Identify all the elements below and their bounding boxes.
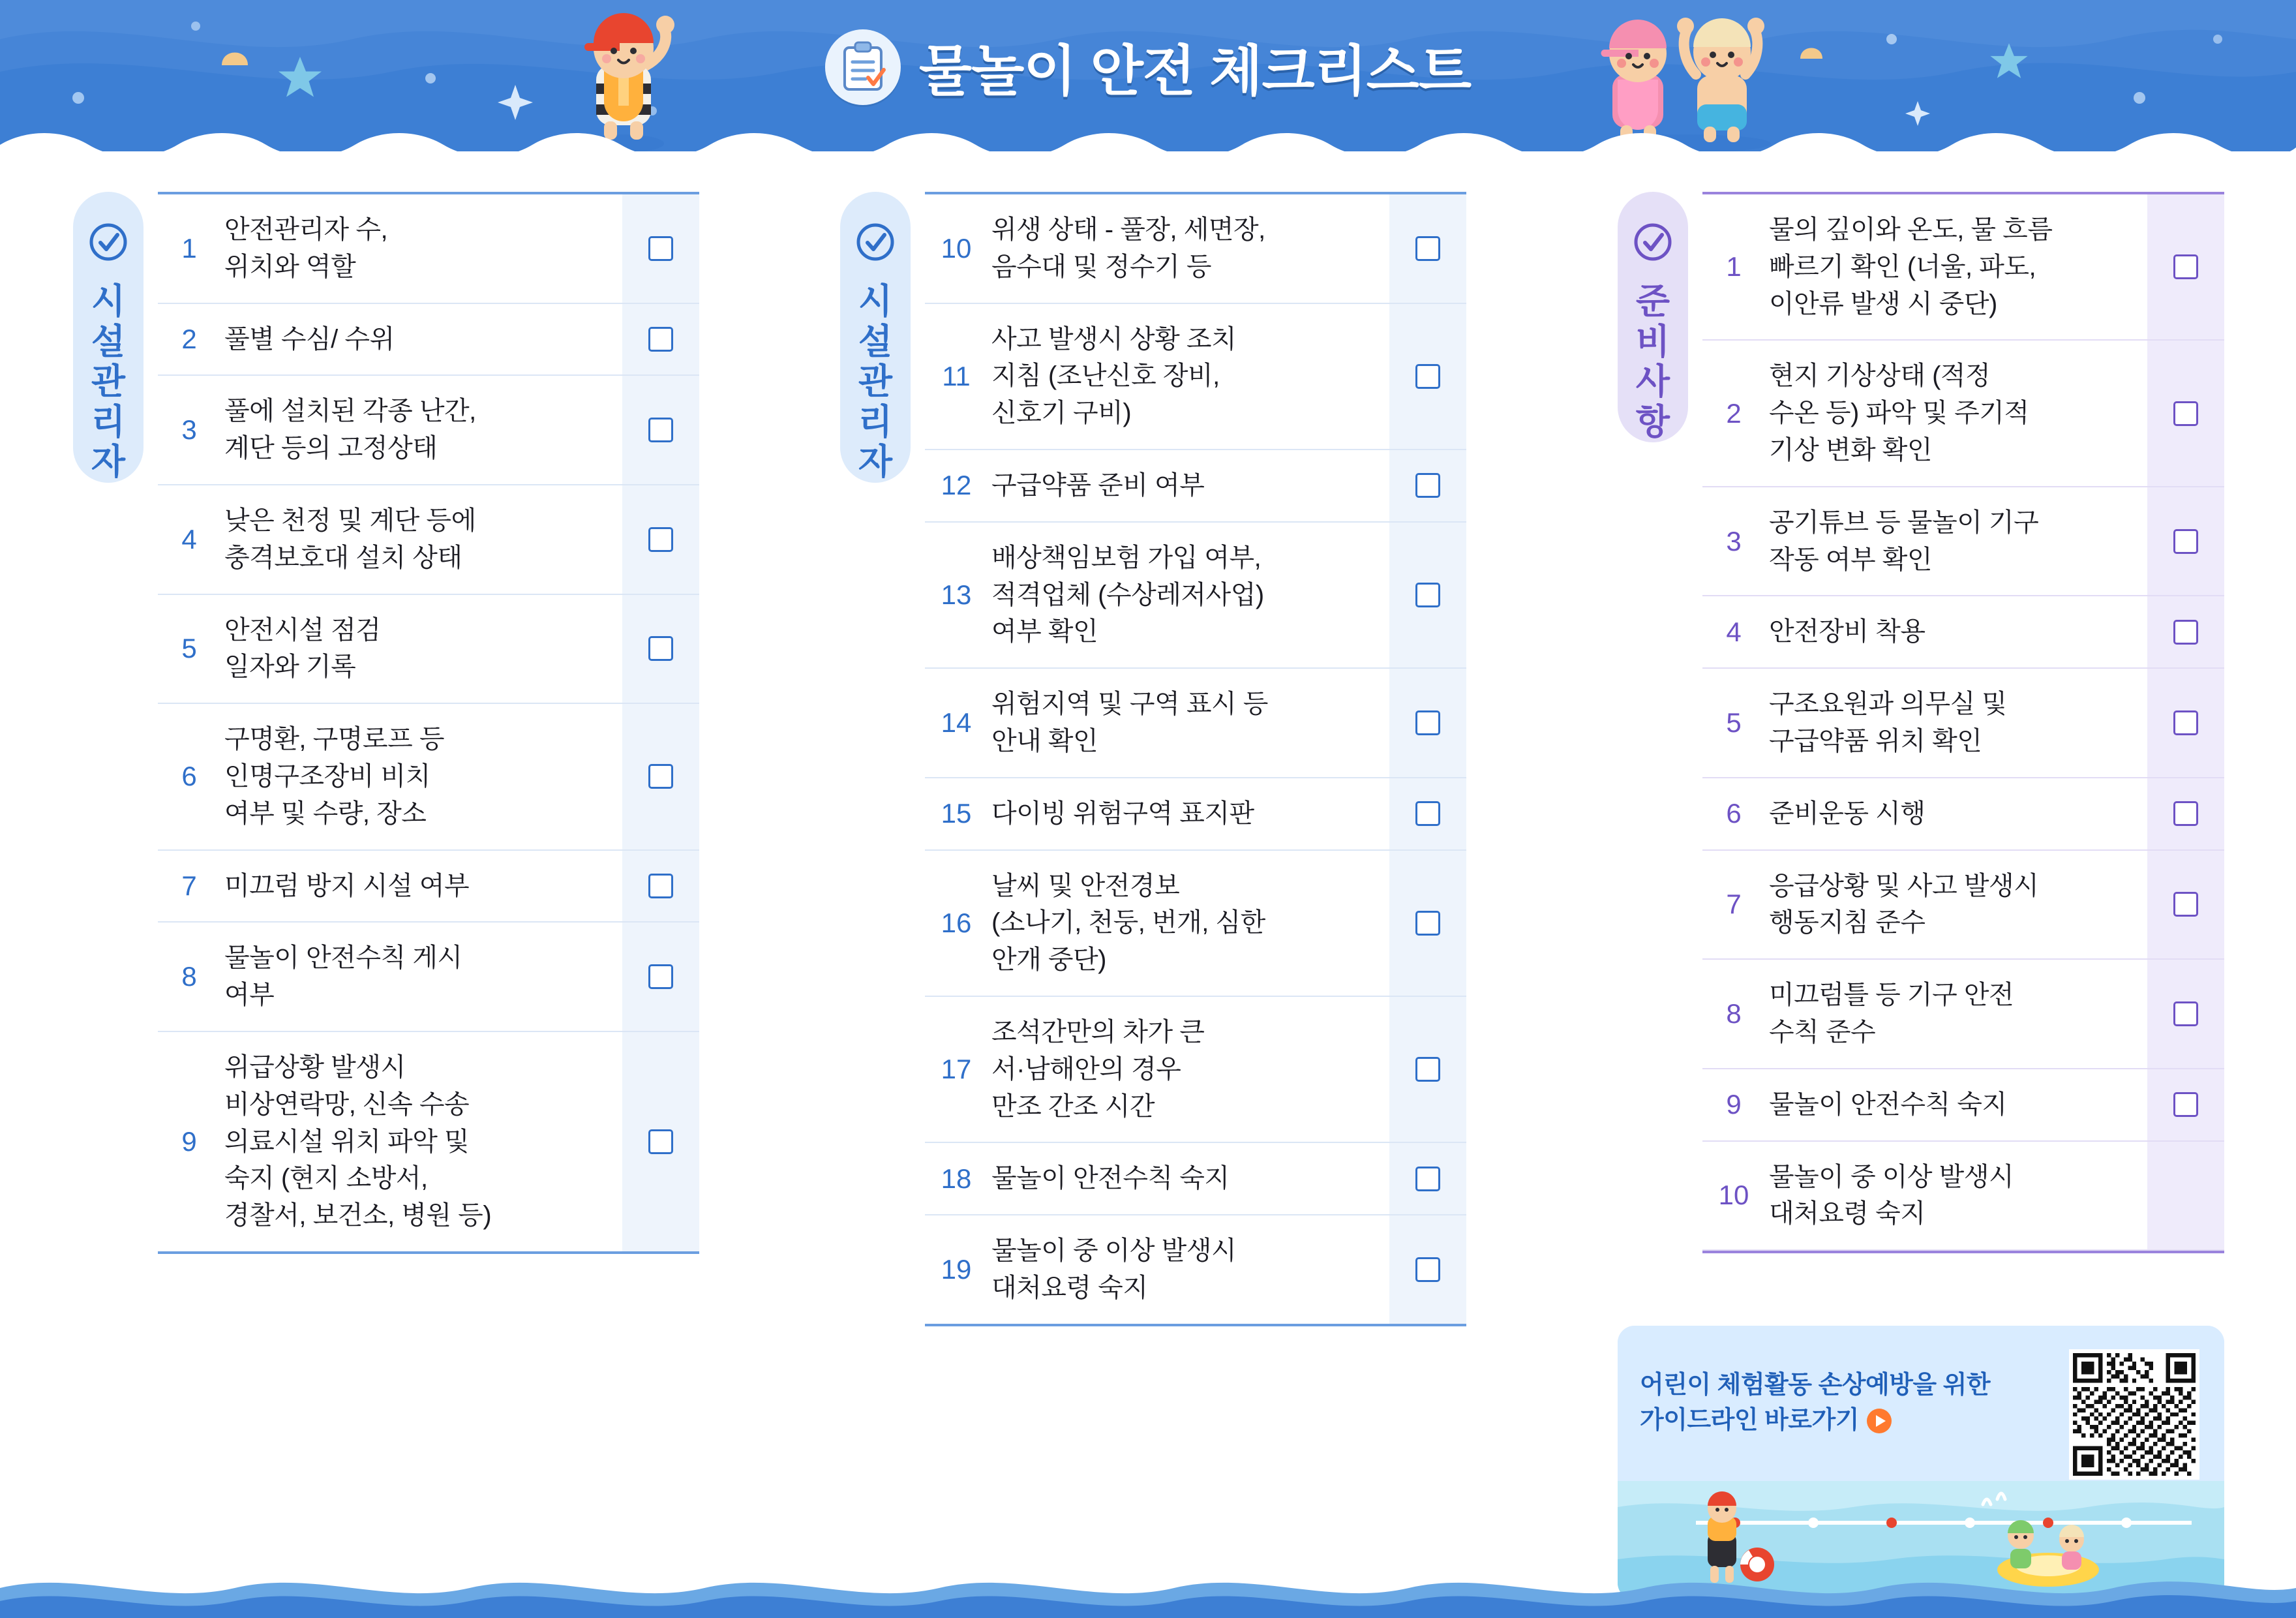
row-text: 배상책임보험 가입 여부, 적격업체 (수상레저사업) 여부 확인 [991,543,1264,647]
checklist-table-3 [1702,192,2224,1253]
category-label-line: 자 [91,442,126,482]
row-number: 8 [181,961,197,992]
row-number: 15 [941,798,972,829]
column-facility-manager-1 [73,192,699,1254]
check-circle-icon [88,222,128,262]
category-tab-facility-manager-1 [73,192,144,483]
category-label-line: 관 [858,362,893,402]
category-tab-facility-manager-2 [840,192,911,483]
table-row [1702,1069,2224,1142]
table-row [925,450,1466,523]
table-row [1702,851,2224,960]
row-number: 7 [181,870,197,901]
table-row [1702,596,2224,669]
row-number: 4 [1726,616,1742,647]
column-facility-manager-2 [840,192,1466,1326]
page-header [0,0,2296,151]
category-label-line: 리 [91,402,126,442]
row-text: 낮은 천정 및 계단 등에 충격보호대 설치 상태 [224,506,476,572]
table-row [1702,194,2224,341]
row-text: 현지 기상상태 (적정 수온 등) 파악 및 주기적 기상 변화 확인 [1769,361,2029,465]
row-text: 다이빙 위험구역 표지판 [991,799,1254,828]
row-text: 위험지역 및 구역 표시 등 안내 확인 [991,690,1268,756]
row-checkbox-cell[interactable] [2147,1069,2224,1140]
checkbox[interactable] [648,1129,673,1154]
row-text: 공기튜브 등 물놀이 기구 작동 여부 확인 [1769,508,2039,574]
table-row [1702,778,2224,851]
clipboard-glyph-icon [839,41,886,93]
checklist-table-2 [925,192,1466,1326]
row-number: 11 [942,360,971,391]
table-row [158,704,699,850]
row-number: 10 [941,232,972,264]
table-row [925,304,1466,450]
category-label-line: 시 [858,282,893,321]
checkbox[interactable] [648,764,673,789]
row-number: 8 [1726,998,1742,1029]
category-label-line: 사 [1635,362,1670,402]
page-title: 물놀이 안전 체크리스트 [918,40,1472,102]
row-text: 물놀이 안전수칙 숙지 [991,1164,1230,1193]
row-text: 물의 깊이와 온도, 물 흐름 빠르기 확인 (너울, 파도, 이안류 발생 시 중단) [1769,215,2053,318]
row-text: 위생 상태 - 풀장, 세면장, 음수대 및 정수기 등 [991,215,1265,281]
checkbox[interactable] [648,327,673,352]
row-text: 구조요원과 의무실 및 구급약품 위치 확인 [1769,690,2007,756]
checkbox[interactable] [1415,1167,1440,1191]
row-checkbox-cell[interactable] [2147,960,2224,1068]
qr-code-glyph-icon [2073,1353,2196,1476]
row-text: 물놀이 안전수칙 게시 여부 [224,943,462,1010]
promo-line-1: 어린이 체험활동 손상예방을 위한 [1640,1371,1991,1399]
row-checkbox-cell[interactable] [622,1032,699,1251]
category-label-line: 설 [91,322,126,361]
row-text: 안전시설 점검 일자와 기록 [224,615,381,682]
category-label-line: 비 [1635,322,1670,361]
checkbox[interactable] [648,236,673,261]
table-row [925,778,1466,851]
row-checkbox-cell[interactable] [1389,194,1466,303]
check-circle-icon [855,222,896,262]
checkbox[interactable] [2173,710,2198,735]
table-row [158,1032,699,1251]
clipboard-icon [825,29,901,105]
guideline-promo-card[interactable] [1618,1326,2224,1600]
row-text: 날씨 및 안전경보 (소나기, 천둥, 번개, 심한 안개 중단) [991,871,1265,975]
row-checkbox-cell[interactable] [1389,851,1466,996]
table-row [1702,669,2224,778]
checkbox[interactable] [1415,710,1440,735]
row-text: 응급상황 및 사고 발생시 행동지침 준수 [1769,871,2039,938]
row-checkbox-cell[interactable] [622,851,699,922]
row-text: 물놀이 안전수칙 숙지 [1769,1090,2007,1119]
checkbox[interactable] [2173,1092,2198,1117]
qr-code-icon[interactable] [2069,1349,2199,1480]
row-text: 미끄럼 방지 시설 여부 [224,871,470,900]
checkbox[interactable] [2173,529,2198,554]
row-number: 14 [941,707,972,738]
table-row [1702,960,2224,1069]
table-row [925,1215,1466,1324]
row-checkbox-cell[interactable] [1389,304,1466,449]
row-checkbox-cell[interactable] [622,595,699,703]
row-text: 사고 발생시 상황 조치 지침 (조난신호 장비, 신호기 구비) [991,324,1237,428]
row-number: 12 [941,470,972,501]
category-label [91,282,125,483]
table-row [1702,487,2224,597]
row-checkbox-cell[interactable] [622,376,699,484]
table-row [925,1143,1466,1215]
row-checkbox-cell[interactable] [2147,669,2224,777]
row-number: 13 [941,579,972,610]
checkbox[interactable] [1415,1057,1440,1082]
check-circle-icon [1633,222,1673,262]
row-checkbox-cell[interactable] [622,704,699,849]
checklist-body [0,151,2296,1618]
checkbox[interactable] [1415,473,1440,498]
row-checkbox-cell[interactable] [2147,851,2224,959]
checkbox[interactable] [1415,911,1440,936]
row-text: 구명환, 구명로프 등 인명구조장비 비치 여부 및 수량, 장소 [224,725,444,828]
table-row [925,669,1466,778]
row-checkbox-cell[interactable] [2147,341,2224,485]
table-row [158,194,699,304]
row-checkbox-cell[interactable] [1389,778,1466,849]
row-checkbox-cell[interactable] [2147,778,2224,849]
promo-top-section [1618,1326,2224,1481]
row-number: 9 [1726,1089,1742,1120]
category-label-line: 준 [1635,282,1670,321]
footer-wave-decoration [0,1566,2296,1618]
row-number: 2 [181,323,197,354]
row-checkbox-cell[interactable] [622,194,699,303]
row-number: 4 [181,523,197,555]
row-checkbox-cell[interactable] [1389,1215,1466,1324]
row-number: 7 [1726,889,1742,920]
row-checkbox-cell[interactable] [2147,487,2224,596]
row-checkbox-cell[interactable] [1389,523,1466,667]
category-tab-preparation [1618,192,1688,442]
row-number: 3 [181,414,197,446]
row-number: 1 [181,232,197,264]
category-label-line: 시 [91,282,126,321]
row-text: 풀별 수심/ 수위 [224,324,395,354]
row-text: 준비운동 시행 [1769,799,1926,828]
header-title-group [825,27,1471,106]
checkbox[interactable] [648,964,673,989]
checkbox[interactable] [648,636,673,661]
row-checkbox-cell[interactable] [2147,1142,2224,1250]
category-label-line: 설 [858,322,893,361]
row-number: 2 [1726,397,1742,429]
row-number: 9 [181,1125,197,1157]
row-number: 18 [941,1163,972,1194]
play-arrow-icon[interactable] [1865,1407,1893,1435]
category-label [1636,282,1670,442]
row-text: 위급상황 발생시 비상연락망, 신속 수송 의료시설 위치 파악 및 숙지 (현지 소방서, 경찰서, 보건소, 병원 등) [224,1052,492,1230]
row-number: 3 [1726,525,1742,557]
row-text: 물놀이 중 이상 발생시 대처요령 숙지 [1769,1162,2014,1229]
promo-text [1640,1368,1990,1439]
row-number: 10 [1718,1180,1749,1211]
row-checkbox-cell[interactable] [1389,1143,1466,1214]
row-number: 5 [181,633,197,664]
table-row [925,194,1466,304]
table-row [158,485,699,595]
checkbox[interactable] [1415,583,1440,607]
checkbox[interactable] [2173,892,2198,917]
table-row [925,851,1466,997]
row-checkbox-cell[interactable] [2147,596,2224,667]
table-row [158,304,699,376]
row-number: 17 [941,1054,972,1085]
row-checkbox-cell[interactable] [622,304,699,375]
row-number: 16 [941,907,972,938]
row-checkbox-cell[interactable] [1389,669,1466,777]
table-row [1702,341,2224,487]
checklist-table-1 [158,192,699,1254]
row-checkbox-cell[interactable] [1389,450,1466,521]
checkbox[interactable] [1415,1257,1440,1282]
checkbox[interactable] [1415,364,1440,389]
checkbox[interactable] [2173,254,2198,279]
category-label [858,282,892,483]
row-text: 안전장비 착용 [1769,617,1926,647]
row-text: 구급약품 준비 여부 [991,470,1205,500]
category-label-line: 자 [858,442,893,482]
table-row [158,851,699,923]
row-text: 안전관리자 수, 위치와 역할 [224,215,388,281]
row-number: 6 [181,761,197,792]
checkbox[interactable] [2173,620,2198,645]
column-preparation [1618,192,2224,1253]
row-text: 미끄럼틀 등 기구 안전 수칙 준수 [1769,981,2014,1046]
checkbox[interactable] [648,874,673,898]
promo-line-2: 가이드라인 바로가기 [1640,1407,1859,1434]
table-row [1702,1142,2224,1251]
checkbox[interactable] [1415,801,1440,826]
row-checkbox-cell[interactable] [2147,194,2224,339]
row-number: 1 [1726,251,1742,282]
row-number: 5 [1726,707,1742,738]
row-number: 6 [1726,798,1742,829]
row-text: 조석간만의 차가 큰 서·남해안의 경우 만조 간조 시간 [991,1017,1205,1121]
category-label-line: 항 [1635,402,1670,442]
row-checkbox-cell[interactable] [622,485,699,594]
table-row [158,923,699,1032]
table-row [925,997,1466,1143]
row-text: 물놀이 중 이상 발생시 대처요령 숙지 [991,1236,1237,1302]
checkbox[interactable] [2173,1001,2198,1026]
row-checkbox-cell[interactable] [1389,997,1466,1142]
category-label-line: 관 [91,362,126,402]
table-row [158,595,699,705]
row-number: 19 [941,1253,972,1285]
checkbox[interactable] [2173,801,2198,826]
checkbox[interactable] [1415,236,1440,261]
header-scallop-edge [0,128,2296,151]
category-label-line: 리 [858,402,893,442]
row-text: 풀에 설치된 각종 난간, 계단 등의 고정상태 [224,397,476,463]
checkbox[interactable] [2173,401,2198,426]
row-checkbox-cell[interactable] [622,923,699,1031]
table-row [158,376,699,485]
table-row [925,523,1466,669]
checkbox[interactable] [648,527,673,552]
checkbox[interactable] [648,418,673,442]
